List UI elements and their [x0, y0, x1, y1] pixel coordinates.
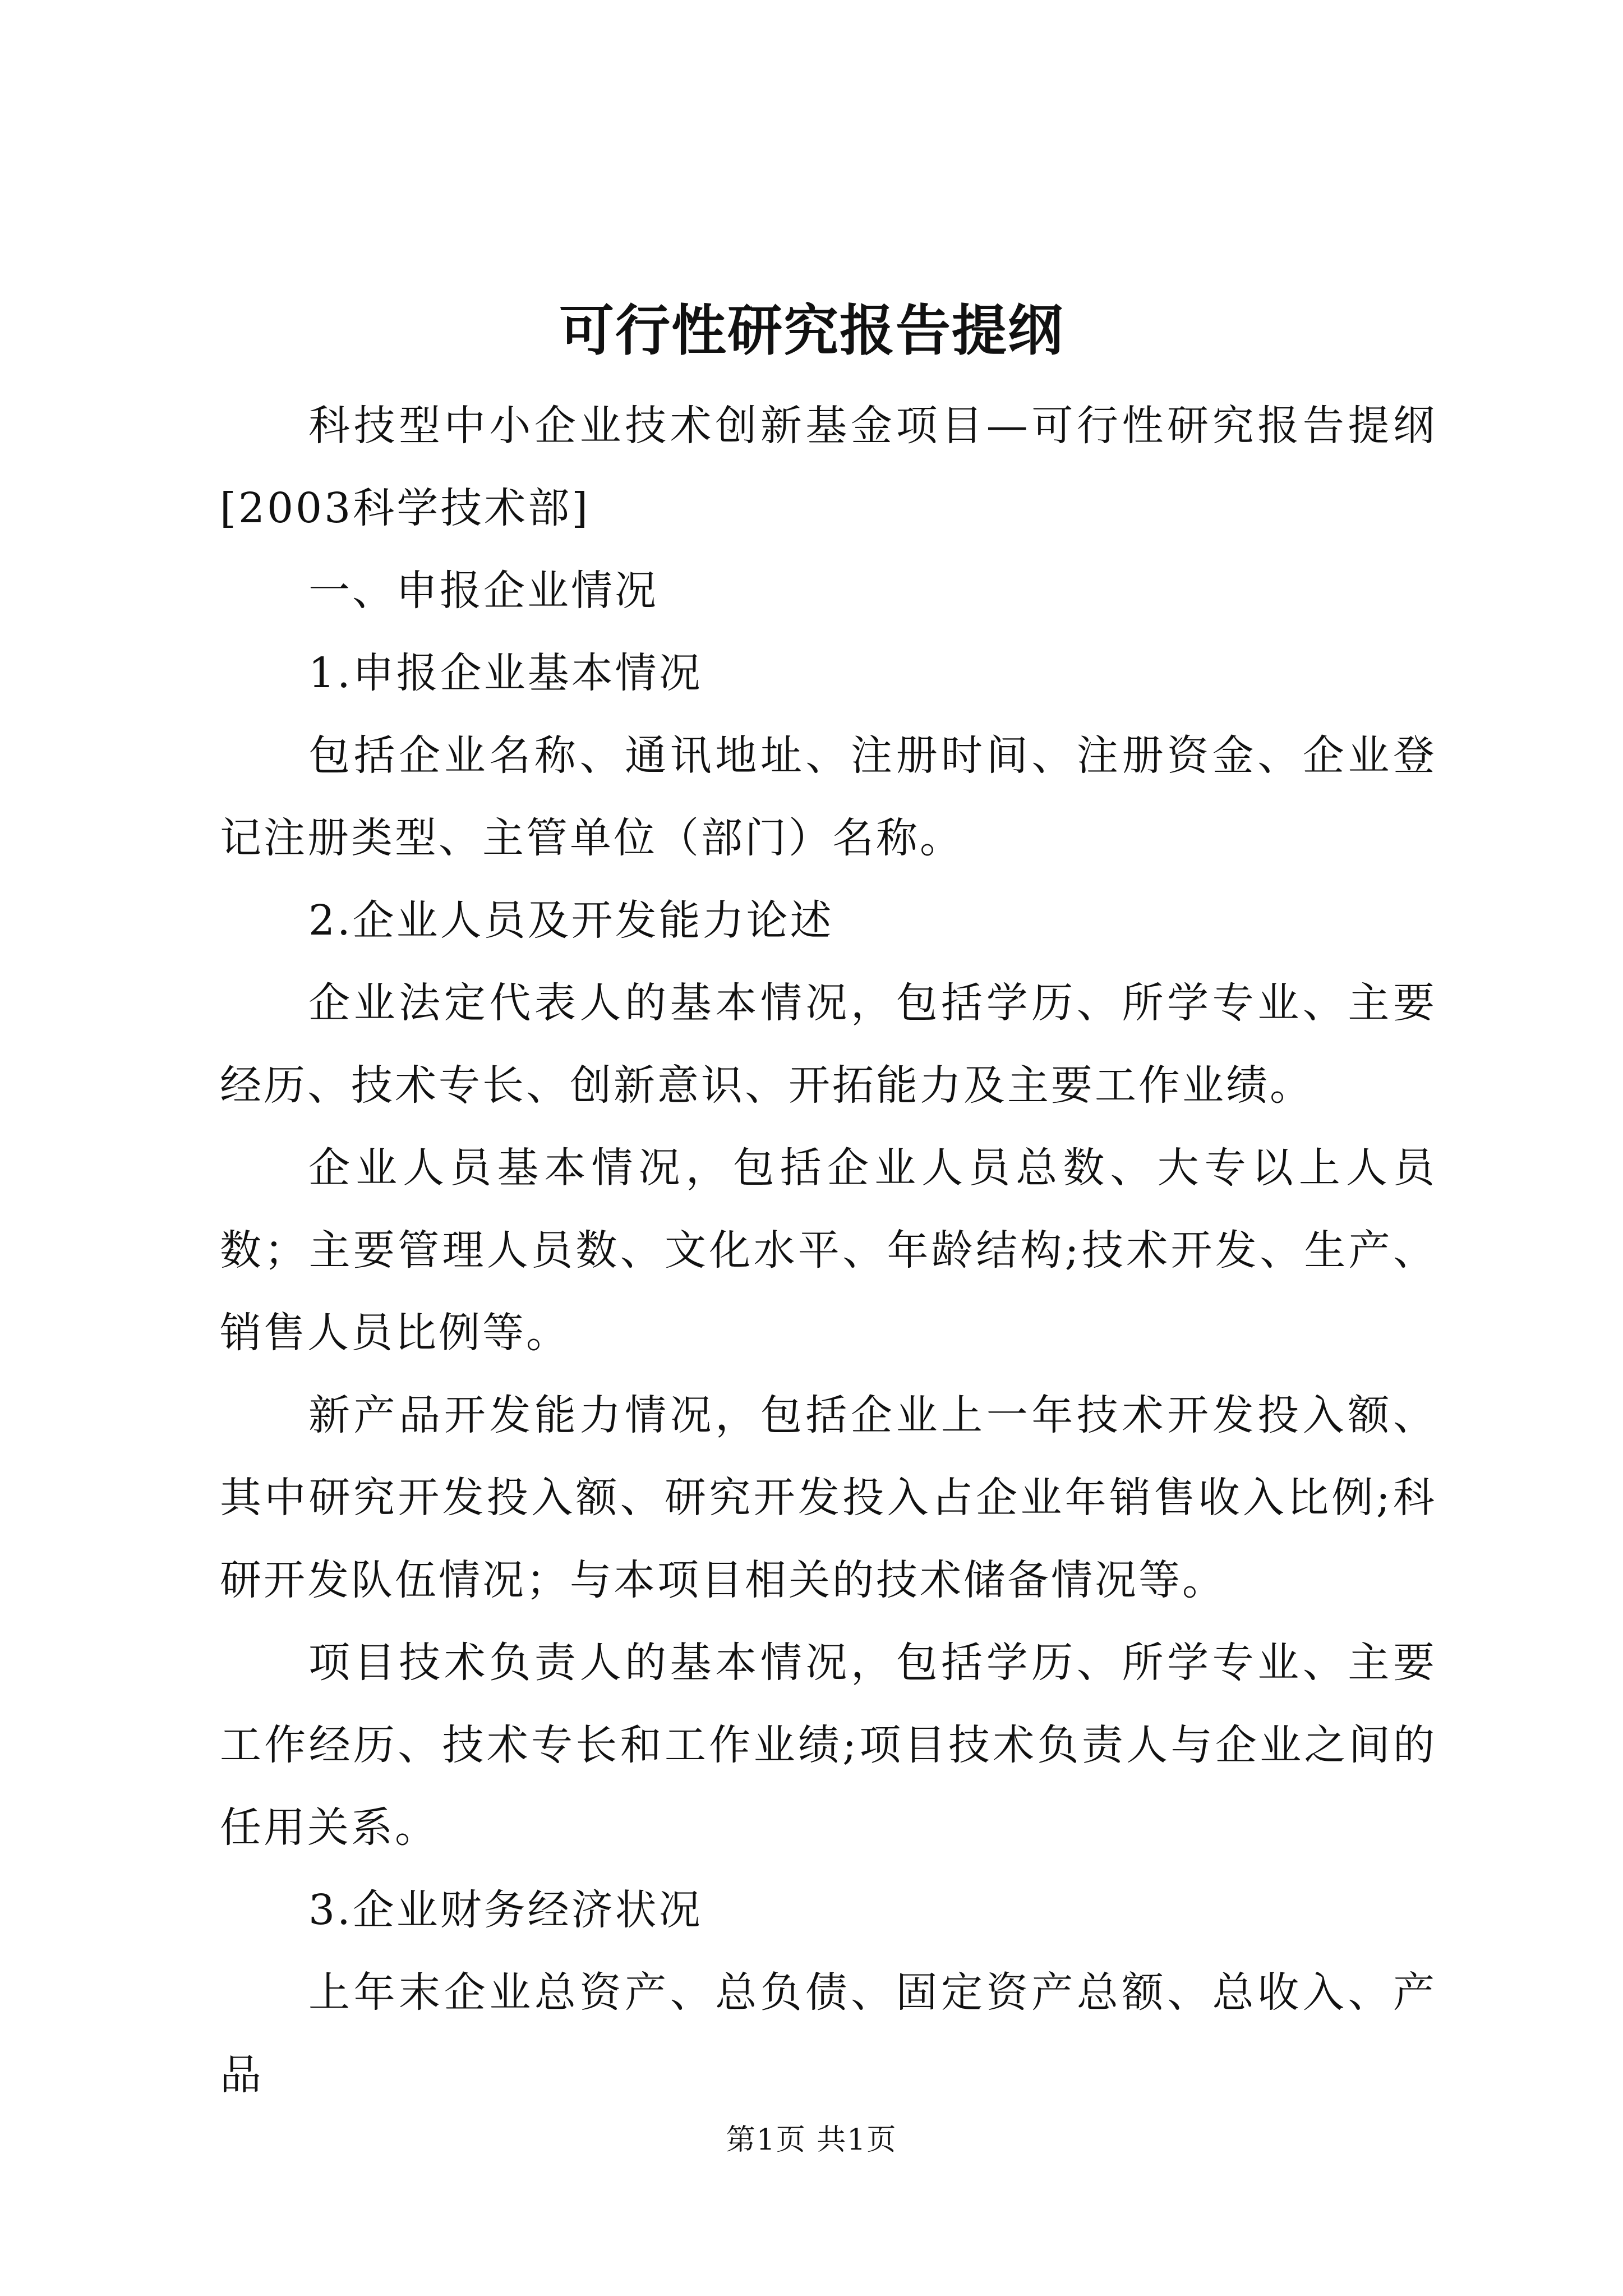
section-heading-1: 一、申报企业情况	[308, 567, 658, 615]
subsection-heading-1-3: 3.企业财务经济状况	[308, 1886, 703, 1934]
paragraph-legal-representative: 企业法定代表人的基本情况，包括学历、所学专业、主要经历、技术专长、创新意识、开拓能力及主要工作业绩。	[220, 979, 1437, 1110]
subsection-heading-1-1: 1.申报企业基本情况	[308, 649, 703, 697]
page-footer: 第1页 共1页	[726, 2123, 897, 2157]
paragraph-financial-status: 上年末企业总资产、总负债、固定资产总额、总收入、产品	[220, 1968, 1437, 2099]
paragraph-technical-lead: 项目技术负责人的基本情况，包括学历、所学专业、主要工作经历、技术专长和工作业绩;项目技术负责人与企业之间的任用关系。	[220, 1639, 1437, 1852]
document-body	[220, 385, 1437, 2116]
paragraph-subtitle: 科技型中小企业技术创新基金项目—可行性研究报告提纲[2003科学技术部]	[220, 402, 1437, 532]
subsection-heading-1-2: 2.企业人员及开发能力论述	[308, 896, 834, 945]
paragraph-rd-capability: 新产品开发能力情况，包括企业上一年技术开发投入额、其中研究开发投入额、研究开发投入占企业年销售收入比例;科研开发队伍情况；与本项目相关的技术储备情况等。	[220, 1391, 1437, 1604]
paragraph-staff-info: 企业人员基本情况，包括企业人员总数、大专以上人员数；主要管理人员数、文化水平、年龄结构;技术开发、生产、销售人员比例等。	[220, 1144, 1437, 1357]
document-title: 可行性研究报告提纲	[559, 298, 1064, 363]
paragraph-basic-info: 包括企业名称、通讯地址、注册时间、注册资金、企业登记注册类型、主管单位（部门）名称。	[220, 731, 1437, 862]
